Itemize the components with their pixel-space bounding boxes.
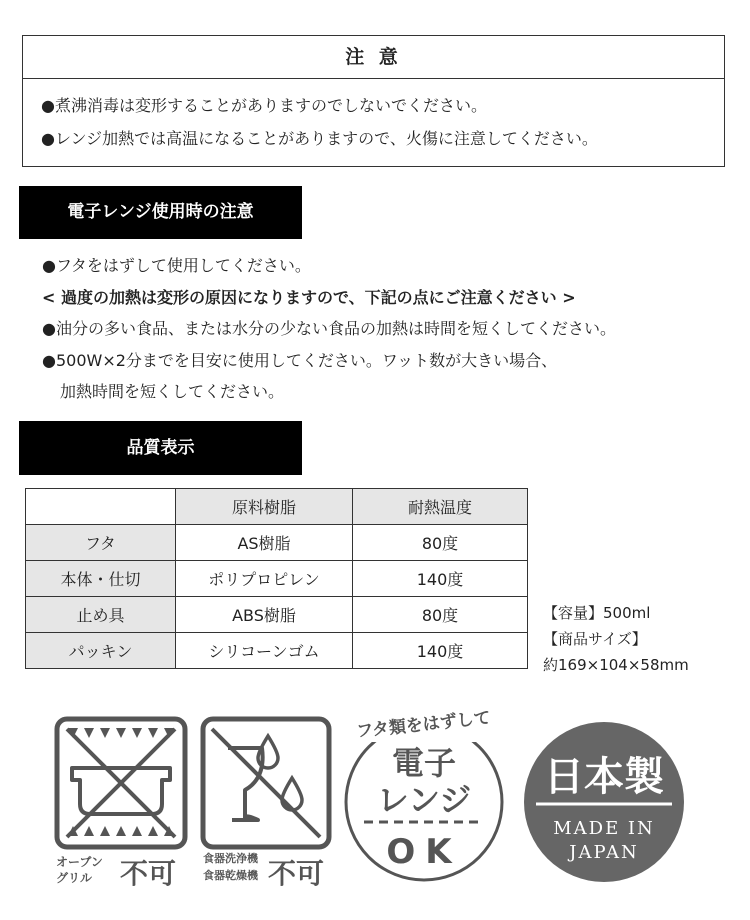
part-cell: 止め具: [26, 597, 176, 633]
oven-label-line1: オーブン: [56, 855, 103, 869]
part-cell: フタ: [26, 525, 176, 561]
size-label: 【商品サイズ】: [543, 630, 647, 648]
table-row: [26, 597, 528, 633]
material-cell: AS樹脂: [176, 525, 353, 561]
microwave-lines: [42, 250, 616, 408]
quality-section-tab: 品質表示: [19, 421, 302, 475]
microwave-arc-text: フタ類をはずして: [355, 708, 492, 743]
material-cell: ABS樹脂: [176, 597, 353, 633]
heat-cell: 80度: [353, 525, 528, 561]
made-in-label: MADE IN: [553, 818, 655, 839]
material-cell: ポリプロピレン: [176, 561, 353, 597]
heat-cell: 80度: [353, 597, 528, 633]
size-value: 約169×104×58mm: [543, 656, 689, 674]
microwave-line: ●500W×2分までを目安に使用してください。ワット数が大きい場合、: [42, 350, 558, 370]
table-header-cell: 原料樹脂: [176, 489, 353, 525]
heat-cell: 140度: [353, 633, 528, 669]
made-in-japan-kanji: 日本製: [544, 754, 664, 800]
oven-label-line2: グリル: [56, 871, 93, 885]
microwave-badge-line1: 電子: [391, 744, 457, 782]
quality-table: [25, 488, 528, 669]
icon-row: [0, 700, 750, 900]
capacity-info: [543, 600, 689, 678]
table-header-cell: [26, 489, 176, 525]
heat-cell: 140度: [353, 561, 528, 597]
material-cell: シリコーンゴム: [176, 633, 353, 669]
microwave-badge-line2: レンジ: [376, 781, 472, 819]
dishwasher-label-line2: 食器乾燥機: [203, 869, 258, 882]
dishwasher-icon: [203, 719, 329, 847]
microwave-warning-line: < 過度の加熱は変形の原因になりますので、下記の点にご注意ください >: [42, 287, 576, 307]
table-row: [26, 633, 528, 669]
japan-label: JAPAN: [569, 842, 639, 863]
dishwasher-status-text: 不可: [268, 857, 325, 890]
table-header-row: [26, 489, 528, 525]
microwave-line: ●フタをはずして使用してください。: [42, 256, 311, 275]
table-row: [26, 561, 528, 597]
dishwasher-label-line1: 食器洗浄機: [203, 852, 258, 865]
microwave-line: 加熱時間を短くしてください。: [60, 382, 285, 401]
part-cell: パッキン: [26, 633, 176, 669]
caution-lines: [23, 79, 724, 155]
caution-line: ●煮沸消毒は変形することがありますのでしないでください。: [41, 96, 487, 115]
table-row: [26, 525, 528, 561]
capacity-text: 【容量】500ml: [543, 604, 651, 622]
caution-line: ●レンジ加熱では高温になることがありますので、火傷に注意してください。: [41, 129, 598, 148]
oven-grill-icon: [57, 719, 185, 847]
caution-title: 注 意: [23, 36, 724, 79]
microwave-ok-text: OK: [386, 832, 462, 872]
oven-status-text: 不可: [120, 857, 177, 890]
part-cell: 本体・仕切: [26, 561, 176, 597]
caution-box: [22, 35, 725, 167]
microwave-section-tab: 電子レンジ使用時の注意: [19, 186, 302, 239]
table-header-cell: 耐熱温度: [353, 489, 528, 525]
microwave-line: ●油分の多い食品、または水分の少ない食品の加熱は時間を短くしてください。: [42, 319, 616, 338]
